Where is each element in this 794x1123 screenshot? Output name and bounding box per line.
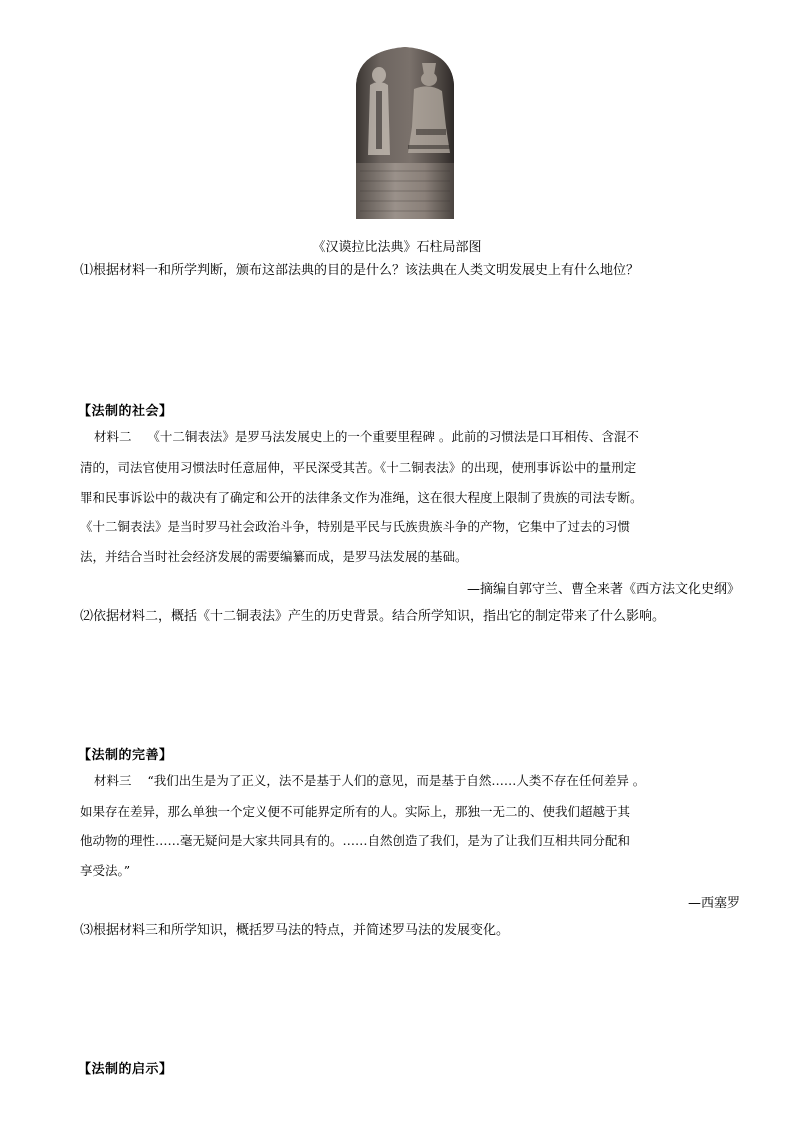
question-1: ⑴根据材料一和所学判断，颁布这部法典的目的是什么？该法典在人类文明发展史上有什么地位？ [80,263,640,278]
material2-label: 材料二 [94,429,132,444]
material3-label: 材料三 [94,773,132,788]
question-3: ⑶根据材料三和所学知识，概括罗马法的特点，并简述罗马法的发展变化。 [80,923,510,938]
section-heading-improve: 【法制的完善】 [78,748,173,763]
material2-source: —摘编自郭守兰、曹全来著《西方法文化史纲》 [466,582,740,597]
material3-line-2: 如果存在差异，那么单独一个定义便不可能界定所有的人。实际上，那独一无二的、使我们超越于其 [80,804,631,819]
material3-line-3: 他动物的理性……毫无疑问是大家共同具有的。……自然创造了我们，是为了让我们互相共同分配和 [80,833,631,848]
section-heading-insight: 【法制的启示】 [78,1062,173,1077]
material2-line-5: 法，并结合当时社会经济发展的需要编纂而成，是罗马法发展的基础。 [80,549,468,564]
material2-line-3: 罪和民事诉讼中的裁决有了确定和公开的法律条文作为准绳，这在很大程度上限制了贵族的司法专断。 [80,490,643,505]
material3-line-4: 享受法。” [80,863,131,878]
section-heading-social: 【法制的社会】 [78,404,173,419]
material3-text: “我们出生是为了正义，法不是基于人们的意见，而是基于自然……人类不存在任何差异 。 [147,773,646,788]
material3-source: —西塞罗 [687,896,740,911]
material2-line-2: 清的，司法官使用习惯法时任意屈伸，平民深受其苦。《十二铜表法》的出现，使刑事诉讼中的量刑定 [80,460,637,475]
hammurabi-stele-image [352,45,458,219]
material3-line-1 [94,772,774,790]
material2-line-4: 《十二铜表法》是当时罗马社会政治斗争，特别是平民与氏族贵族斗争的产物，它集中了过去的习惯 [80,519,631,534]
question-2: ⑵依据材料二，概括《十二铜表法》产生的历史背景。结合所学知识，指出它的制定带来了什么影响。 [80,609,666,624]
material2-text: 《十二铜表法》是罗马法发展史上的一个重要里程碑 。此前的习惯法是口耳相传、含混不 [147,429,639,444]
material2-line-1 [94,428,774,446]
figure-caption: 《汉谟拉比法典》石柱局部图 [312,240,482,255]
